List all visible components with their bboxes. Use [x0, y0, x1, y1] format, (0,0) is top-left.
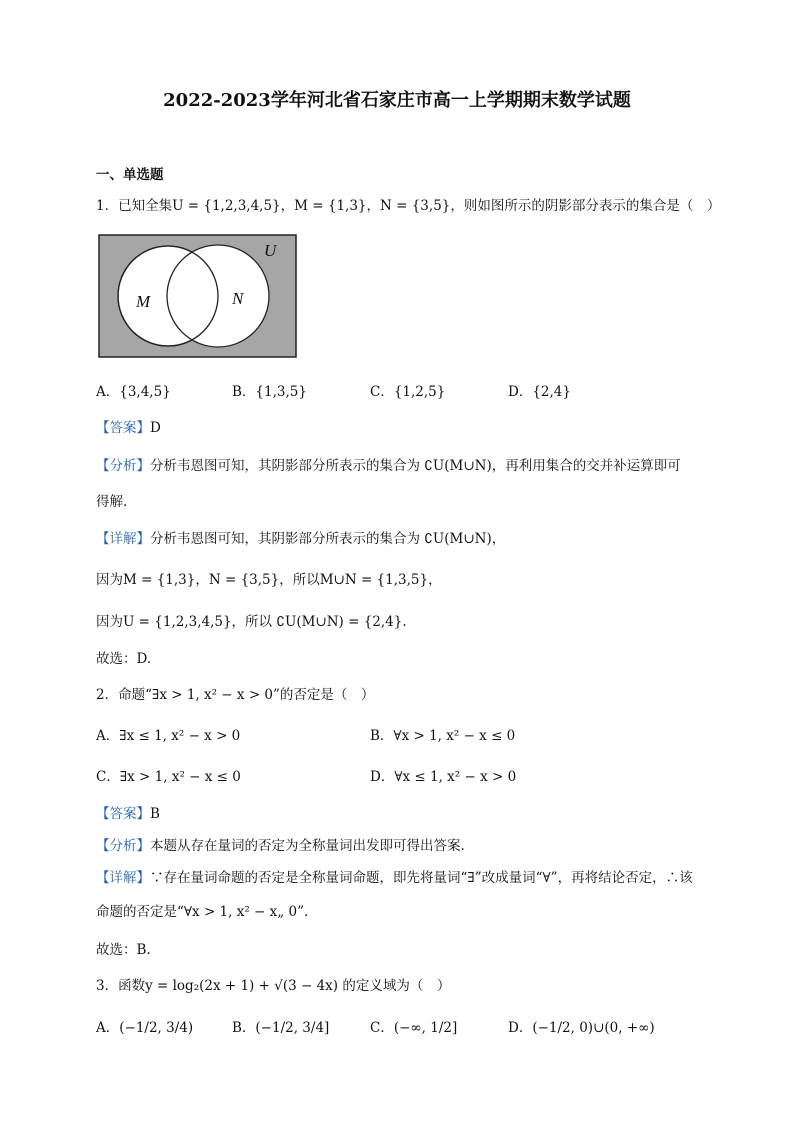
detail-text-line1: ∵存在量词命题的否定是全称量词命题，即先将量词“∃”改成量词“∀”，再将结论否定，∴该 [150, 870, 693, 886]
detail-text-line3: 因为U = {1,2,3,4,5}，所以 ∁U(M∪N) = {2,4}. [96, 614, 407, 630]
q2-option-a: A．∃x ≤ 1, x² − x > 0 [96, 728, 241, 744]
detail-text-line2: 因为M = {1,3}，N = {3,5}，所以M∪N = {1,3,5}， [96, 572, 442, 588]
answer-value: B [150, 806, 160, 822]
q2-answer [96, 802, 160, 822]
answer-value: D [150, 420, 161, 436]
q1-stem: 1．已知全集U = {1,2,3,4,5}，M = {1,3}，N = {3,5}，则如图所示的阴影部分表示的集合是（ ） [96, 198, 721, 214]
q2-detail [96, 866, 693, 886]
analysis-text-line2: 得解. [96, 494, 128, 510]
q2-analysis [96, 834, 465, 854]
detail-text-line1: 分析韦恩图可知，其阴影部分所表示的集合为 ∁U(M∪N)， [150, 531, 506, 547]
detail-tag: 【详解】 [96, 531, 150, 547]
q3-option-c: C．(−∞, 1/2] [370, 1020, 458, 1036]
q1-option-d: D．{2,4} [508, 384, 571, 400]
analysis-tag: 【分析】 [96, 838, 150, 854]
q3-option-d: D．(−1/2, 0)∪(0, +∞) [508, 1020, 655, 1036]
q1-option-b: B．{1,3,5} [232, 384, 307, 400]
detail-tag: 【详解】 [96, 870, 150, 886]
q3-option-a: A．(−1/2, 3/4) [96, 1020, 194, 1036]
venn-diagram [98, 234, 298, 360]
venn-label-n: N [232, 289, 244, 308]
q2-option-b: B．∀x > 1, x² − x ≤ 0 [370, 728, 516, 744]
q1-analysis [96, 454, 681, 474]
answer-tag: 【答案】 [96, 420, 150, 436]
q1-option-c: C．{1,2,5} [370, 384, 446, 400]
q2-conclusion: 故选：B. [96, 942, 151, 958]
section-heading: 一、单选题 [96, 167, 164, 183]
page-title: 2022-2023学年河北省石家庄市高一上学期期末数学试题 [163, 90, 631, 111]
analysis-text-line1: 分析韦恩图可知，其阴影部分所表示的集合为 ∁U(M∪N)，再利用集合的交并补运算即可 [150, 458, 681, 474]
q1-detail [96, 527, 505, 547]
venn-label-m: M [136, 292, 151, 311]
q3-option-b: B．(−1/2, 3/4] [232, 1020, 330, 1036]
analysis-text: 本题从存在量词的否定为全称量词出发即可得出答案. [150, 838, 465, 854]
q3-stem: 3．函数y = log₂(2x + 1) + √(3 − 4x) 的定义域为（ ） [96, 978, 451, 994]
q2-stem: 2．命题“∃x > 1, x² − x > 0”的否定是（ ） [96, 687, 375, 703]
detail-text-line2: 命题的否定是“∀x > 1, x² − x„ 0”. [96, 904, 309, 920]
q1-answer [96, 416, 161, 436]
q2-option-c: C．∃x > 1, x² − x ≤ 0 [96, 769, 241, 785]
q1-conclusion: 故选：D. [96, 651, 152, 667]
q2-option-d: D．∀x ≤ 1, x² − x > 0 [370, 769, 517, 785]
venn-label-u: U [264, 241, 277, 260]
q1-option-a: A．{3,4,5} [96, 384, 171, 400]
analysis-tag: 【分析】 [96, 458, 150, 474]
answer-tag: 【答案】 [96, 806, 150, 822]
